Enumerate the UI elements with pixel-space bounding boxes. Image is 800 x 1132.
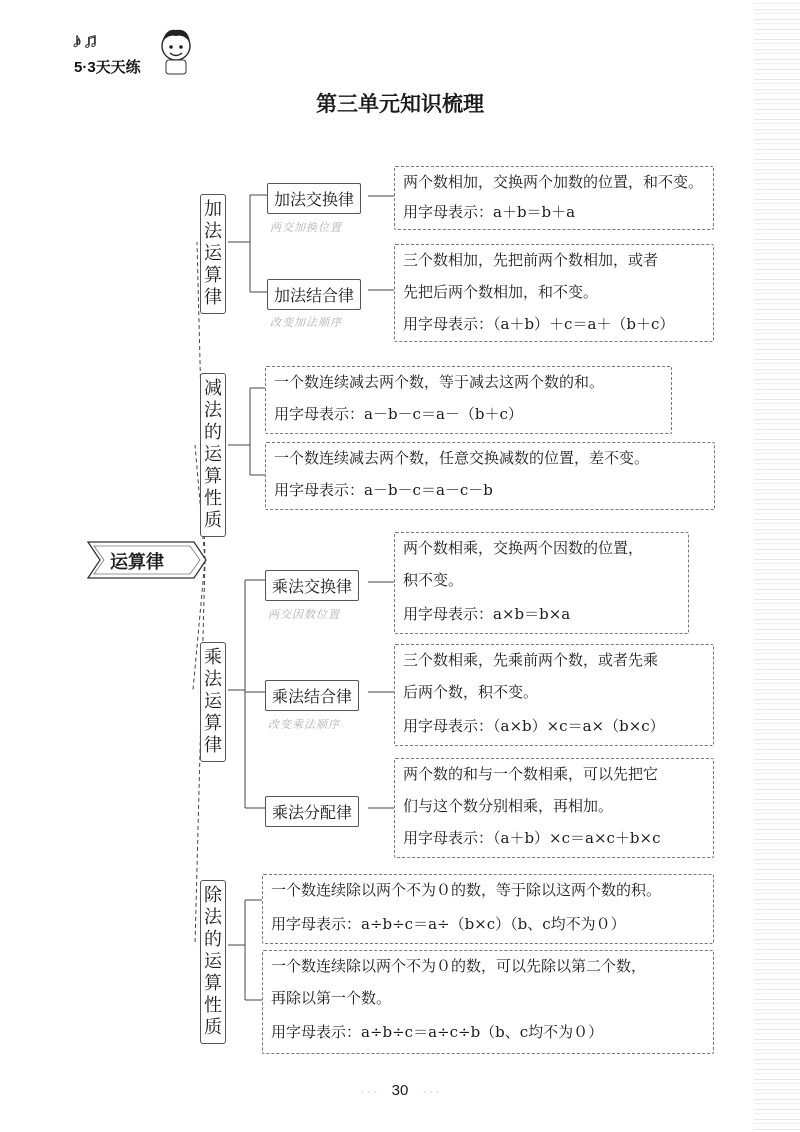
formula-text: 用字母表示：a＋b＝b＋a [403, 203, 576, 221]
formula-text: 用字母表示：（a×b）×c＝a×（b×c） [403, 717, 665, 735]
root-node [86, 540, 208, 580]
law-multiplication-associative: 乘法结合律 [265, 680, 359, 711]
law-multiplication-distributive: 乘法分配律 [265, 796, 359, 827]
content-multiplication-distributive [394, 758, 714, 858]
formula-text: 用字母表示：（a＋b）＋c＝a＋（b＋c） [403, 315, 675, 333]
footer-decor-right: · · · [422, 1086, 440, 1098]
rule-text: 再除以第一个数。 [271, 989, 392, 1007]
formula-text: 用字母表示：a－b－c＝a－c－b [274, 481, 493, 499]
footer-decor-left: · · · [360, 1086, 378, 1098]
formula-text: 用字母表示：a×b＝b×a [403, 605, 571, 623]
formula-text: 用字母表示：（a＋b）×c＝a×c＋b×c [403, 829, 661, 847]
handwritten-note: 两交加换位置 [270, 221, 342, 234]
rule-text: 一个数连续减去两个数，等于减去这两个数的和。 [274, 373, 605, 391]
handwritten-note: 改变加法顺序 [270, 316, 342, 329]
root-label: 运算律 [110, 552, 164, 572]
formula-text: 用字母表示：a÷b÷c＝a÷c÷b（b、c均不为０） [271, 1023, 604, 1041]
content-addition-commutative [394, 166, 714, 230]
branch-multiplication-title: 乘 法 运 算 律 [200, 642, 226, 762]
handwritten-note: 两交因数位置 [268, 608, 340, 621]
rule-text: 一个数连续除以两个不为０的数，可以先除以第二个数， [271, 957, 647, 975]
rule-text: 们与这个数分别相乘，再相加。 [403, 797, 614, 815]
formula-text: 用字母表示：a÷b÷c＝a÷（b×c）（b、c均不为０） [271, 915, 626, 933]
rule-text: 两个数的和与一个数相乘，可以先把它 [403, 765, 659, 783]
page-number: 30 [391, 1082, 409, 1099]
content-subtraction-rule-2 [265, 442, 715, 510]
branch-subtraction-title: 减 法 的 运 算 性 质 [200, 373, 226, 537]
rule-text: 先把后两个数相加，和不变。 [403, 283, 599, 301]
rule-text: 三个数相乘，先乘前两个数，或者先乘 [403, 651, 659, 669]
rule-text: 积不变。 [403, 571, 464, 589]
law-addition-associative: 加法结合律 [267, 279, 361, 310]
rule-text: 一个数连续除以两个不为０的数，等于除以这两个数的积。 [271, 881, 662, 899]
brand-text: 5·3天天练 [74, 59, 141, 76]
page-footer [0, 1082, 800, 1099]
handwritten-note: 改变乘法顺序 [268, 718, 340, 731]
page-title: 第三单元知识梳理 [316, 93, 484, 116]
branch-addition-title: 加 法 运 算 律 [200, 194, 226, 314]
rule-text: 一个数连续减去两个数，任意交换减数的位置，差不变。 [274, 449, 650, 467]
law-addition-commutative: 加法交换律 [267, 183, 361, 214]
rule-text: 两个数相乘，交换两个因数的位置， [403, 539, 644, 557]
content-division-rule-2 [262, 950, 714, 1054]
rule-text: 两个数相加，交换两个加数的位置，和不变。 [403, 173, 704, 191]
branch-division-title: 除 法 的 运 算 性 质 [200, 880, 226, 1044]
content-multiplication-commutative [394, 532, 689, 634]
content-division-rule-1 [262, 874, 714, 944]
content-multiplication-associative [394, 644, 714, 746]
content-subtraction-rule-1 [265, 366, 672, 434]
formula-text: 用字母表示：a－b－c＝a－（b＋c） [274, 405, 523, 423]
rule-text: 三个数相加，先把前两个数相加，或者 [403, 251, 659, 269]
rule-text: 后两个数，积不变。 [403, 683, 539, 701]
law-multiplication-commutative: 乘法交换律 [265, 570, 359, 601]
logo-mark-icon: ♪♫ [72, 30, 99, 52]
content-addition-associative [394, 244, 714, 342]
